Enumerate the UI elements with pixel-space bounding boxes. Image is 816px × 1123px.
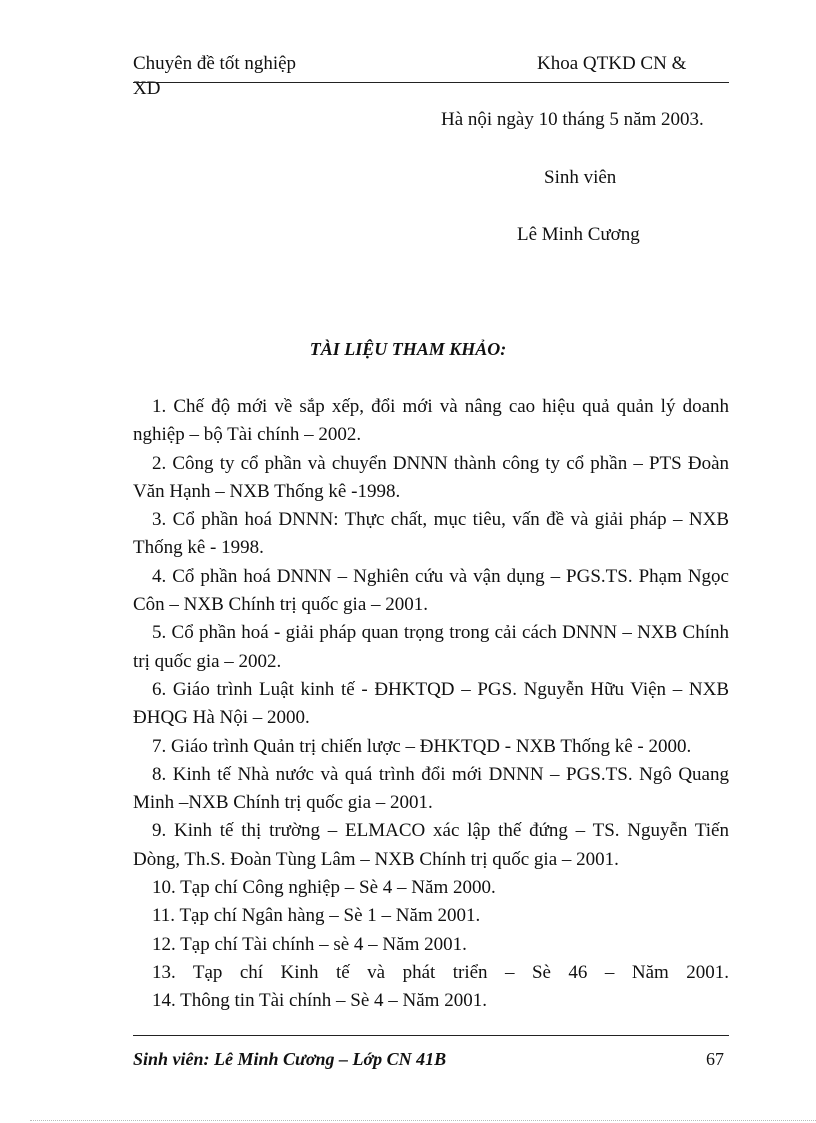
footer-divider (133, 1035, 729, 1036)
reference-item: 1. Chế độ mới về sắp xếp, đổi mới và nâng cao hiệu quả quản lý doanh nghiệp – bộ Tài chính – 2002. (133, 396, 729, 446)
header-left-title: Chuyên đề tốt nghiệp (133, 53, 297, 74)
signature-date: Hà nội ngày 10 tháng 5 năm 2003. (441, 109, 704, 130)
reference-item: 7. Giáo trình Quản trị chiến lược – ĐHKTQD - NXB Thống kê - 2000. (152, 735, 692, 757)
reference-item: 2. Công ty cổ phần và chuyển DNNN thành công ty cổ phần – PTS Đoàn Văn Hạnh – NXB Thống kê -1998. (133, 452, 729, 502)
reference-item: 9. Kinh tế thị trường – ELMACO xác lập thế đứng – TS. Nguyễn Tiến Dòng, Th.S. Đoàn Tùng Lâm – NXB Chính trị quốc gia – 2001. (133, 820, 729, 870)
reference-item: 3. Cổ phần hoá DNNN: Thực chất, mục tiêu, vấn đề và giải pháp – NXB Thống kê - 1998. (133, 509, 729, 559)
reference-item: 6. Giáo trình Luật kinh tế - ĐHKTQD – PGS. Nguyễn Hữu Viện – NXB ĐHQG Hà Nội – 2000. (133, 678, 729, 729)
references-title: TÀI LIỆU THAM KHẢO: (309, 339, 507, 359)
reference-item: 13. Tạp chí Kinh tế và phát triển – Sè 46 – Năm 2001. (152, 961, 729, 983)
reference-item: 8. Kinh tế Nhà nước và quá trình đổi mới DNNN – PGS.TS. Ngô Quang Minh –NXB Chính trị quốc gia – 2001. (133, 763, 729, 814)
reference-item: 4. Cổ phần hoá DNNN – Nghiên cứu và vận dụng – PGS.TS. Phạm Ngọc Côn – NXB Chính trị quốc gia – 2001. (133, 565, 729, 616)
signature-role: Sinh viên (544, 167, 617, 188)
header-right-title: Khoa QTKD CN & (537, 53, 687, 74)
signature-name: Lê Minh Cương (517, 224, 640, 245)
page-number: 67 (706, 1049, 724, 1069)
footer-author: Sinh viên: Lê Minh Cương – Lớp CN 41B (133, 1049, 447, 1069)
header-divider (133, 82, 729, 83)
reference-item: 5. Cổ phần hoá - giải pháp quan trọng trong cải cách DNNN – NXB Chính trị quốc gia – 2002. (133, 622, 729, 672)
reference-list (133, 393, 729, 1016)
reference-item: 12. Tạp chí Tài chính – sè 4 – Năm 2001. (152, 933, 467, 955)
page-bottom-edge (30, 1120, 816, 1121)
reference-item: 11. Tạp chí Ngân hàng – Sè 1 – Năm 2001. (152, 905, 481, 927)
reference-item: 10. Tạp chí Công nghiệp – Sè 4 – Năm 2000. (152, 877, 496, 899)
reference-item: 14. Thông tin Tài chính – Sè 4 – Năm 2001. (152, 990, 487, 1012)
header-right-title-wrap: XD (133, 78, 161, 99)
